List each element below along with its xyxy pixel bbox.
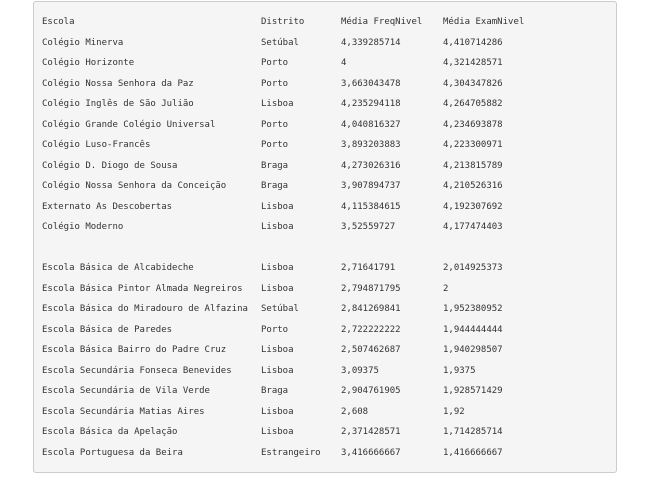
school-name-cell: Escola Básica Pintor Almada Negreiros [42,283,243,294]
freq-avg-cell: 4 [341,58,347,68]
school-name-cell: Colégio Luso-Francês [42,140,151,150]
exam-avg-cell: 1,944444444 [443,324,503,335]
school-name-cell: Escola Secundária Matias Aires [42,406,205,417]
exam-avg-cell: 4,192307692 [443,201,503,212]
freq-avg-cell: 2,904761905 [341,386,401,396]
table-row [42,217,612,238]
exam-avg-cell: 4,177474403 [443,222,503,232]
school-name-cell: Escola Básica da Apelação [42,427,178,437]
exam-avg-cell: 2,014925373 [443,263,503,273]
district-cell: Setúbal [261,304,299,314]
district-cell: Lisboa [261,427,294,437]
district-cell: Lisboa [261,365,294,376]
table-header-row [42,12,612,33]
freq-avg-cell: 4,115384615 [341,201,401,212]
district-cell: Setúbal [261,37,299,48]
exam-avg-cell: 4,213815789 [443,160,503,171]
district-cell: Braga [261,181,289,191]
freq-avg-cell: 2,507462687 [341,345,401,355]
district-cell: Lisboa [261,201,294,212]
table-row [42,422,612,443]
exam-avg-cell: 4,223300971 [443,140,503,150]
district-cell: Porto [261,324,289,335]
exam-avg-cell: 4,210526316 [443,181,503,191]
table-row [42,381,612,402]
table-row [42,299,612,320]
freq-avg-cell: 2,794871795 [341,283,401,294]
school-name-cell: Colégio D. Diogo de Sousa [42,160,178,171]
school-name-cell: Escola Secundária Fonseca Benevides [42,365,232,376]
exam-avg-cell: 4,264705882 [443,99,503,109]
column-header: Escola [42,17,75,27]
school-name-cell: Escola Básica do Miradouro de Alfazina [42,304,248,314]
exam-avg-cell: 1,9375 [443,365,476,376]
table-row [42,156,612,177]
exam-avg-cell: 1,714285714 [443,427,503,437]
freq-avg-cell: 2,371428571 [341,427,401,437]
school-name-cell: Colégio Horizonte [42,58,135,68]
freq-avg-cell: 3,893203883 [341,140,401,150]
freq-avg-cell: 3,663043478 [341,78,401,89]
column-header: Média ExamNivel [443,17,525,27]
column-header: Média FreqNivel [341,17,423,27]
school-name-cell: Escola Secundária de Vila Verde [42,386,210,396]
exam-avg-cell: 4,304347826 [443,78,503,89]
district-cell: Lisboa [261,283,294,294]
exam-avg-cell: 4,234693878 [443,119,503,130]
school-name-cell: Escola Básica de Alcabideche [42,263,194,273]
freq-avg-cell: 3,09375 [341,365,379,376]
district-cell: Braga [261,386,289,396]
school-name-cell: Colégio Nossa Senhora da Paz [42,78,194,89]
code-block-panel [33,1,617,473]
freq-avg-cell: 2,722222222 [341,324,401,335]
school-name-cell: Escola Básica Bairro do Padre Cruz [42,345,227,355]
school-name-cell: Escola Portuguesa da Beira [42,447,183,458]
freq-avg-cell: 4,339285714 [341,37,401,48]
freq-avg-cell: 3,416666667 [341,447,401,458]
table-row [42,115,612,136]
district-cell: Porto [261,140,289,150]
exam-avg-cell: 1,92 [443,406,465,417]
freq-avg-cell: 4,273026316 [341,160,401,171]
district-cell: Braga [261,160,289,171]
table-row [42,176,612,197]
district-cell: Lisboa [261,345,294,355]
school-name-cell: Colégio Inglês de São Julião [42,99,194,109]
exam-avg-cell: 1,416666667 [443,447,503,458]
table-row [42,33,612,54]
table-row [42,279,612,300]
district-cell: Porto [261,78,289,89]
school-name-cell: Colégio Nossa Senhora da Conceição [42,181,227,191]
freq-avg-cell: 2,608 [341,406,369,417]
table-row [42,320,612,341]
district-cell: Lisboa [261,263,294,273]
column-header: Distrito [261,17,305,27]
table-row [42,74,612,95]
table-row [42,361,612,382]
school-name-cell: Colégio Moderno [42,222,124,232]
district-cell: Porto [261,58,289,68]
table-row [42,402,612,423]
table-row [42,53,612,74]
exam-avg-cell: 1,928571429 [443,386,503,396]
exam-avg-cell: 4,410714286 [443,37,503,48]
district-cell: Estrangeiro [261,447,321,458]
table-row [42,94,612,115]
table-row [42,258,612,279]
freq-avg-cell: 3,907894737 [341,181,401,191]
table-row [42,340,612,361]
freq-avg-cell: 3,52559727 [341,222,396,232]
table-row [42,443,612,464]
district-cell: Lisboa [261,222,294,232]
district-cell: Lisboa [261,99,294,109]
exam-avg-cell: 2 [443,283,449,294]
freq-avg-cell: 4,040816327 [341,119,401,130]
freq-avg-cell: 2,71641791 [341,263,396,273]
exam-avg-cell: 1,940298507 [443,345,503,355]
district-cell: Lisboa [261,406,294,417]
freq-avg-cell: 2,841269841 [341,304,401,314]
district-cell: Porto [261,119,289,130]
exam-avg-cell: 1,952380952 [443,304,503,314]
table-row [42,135,612,156]
school-name-cell: Escola Básica de Paredes [42,324,173,335]
table-row [42,197,612,218]
school-name-cell: Colégio Minerva [42,37,124,48]
freq-avg-cell: 4,235294118 [341,99,401,109]
school-name-cell: Colégio Grande Colégio Universal [42,119,216,130]
school-name-cell: Externato As Descobertas [42,201,173,212]
exam-avg-cell: 4,321428571 [443,58,503,68]
